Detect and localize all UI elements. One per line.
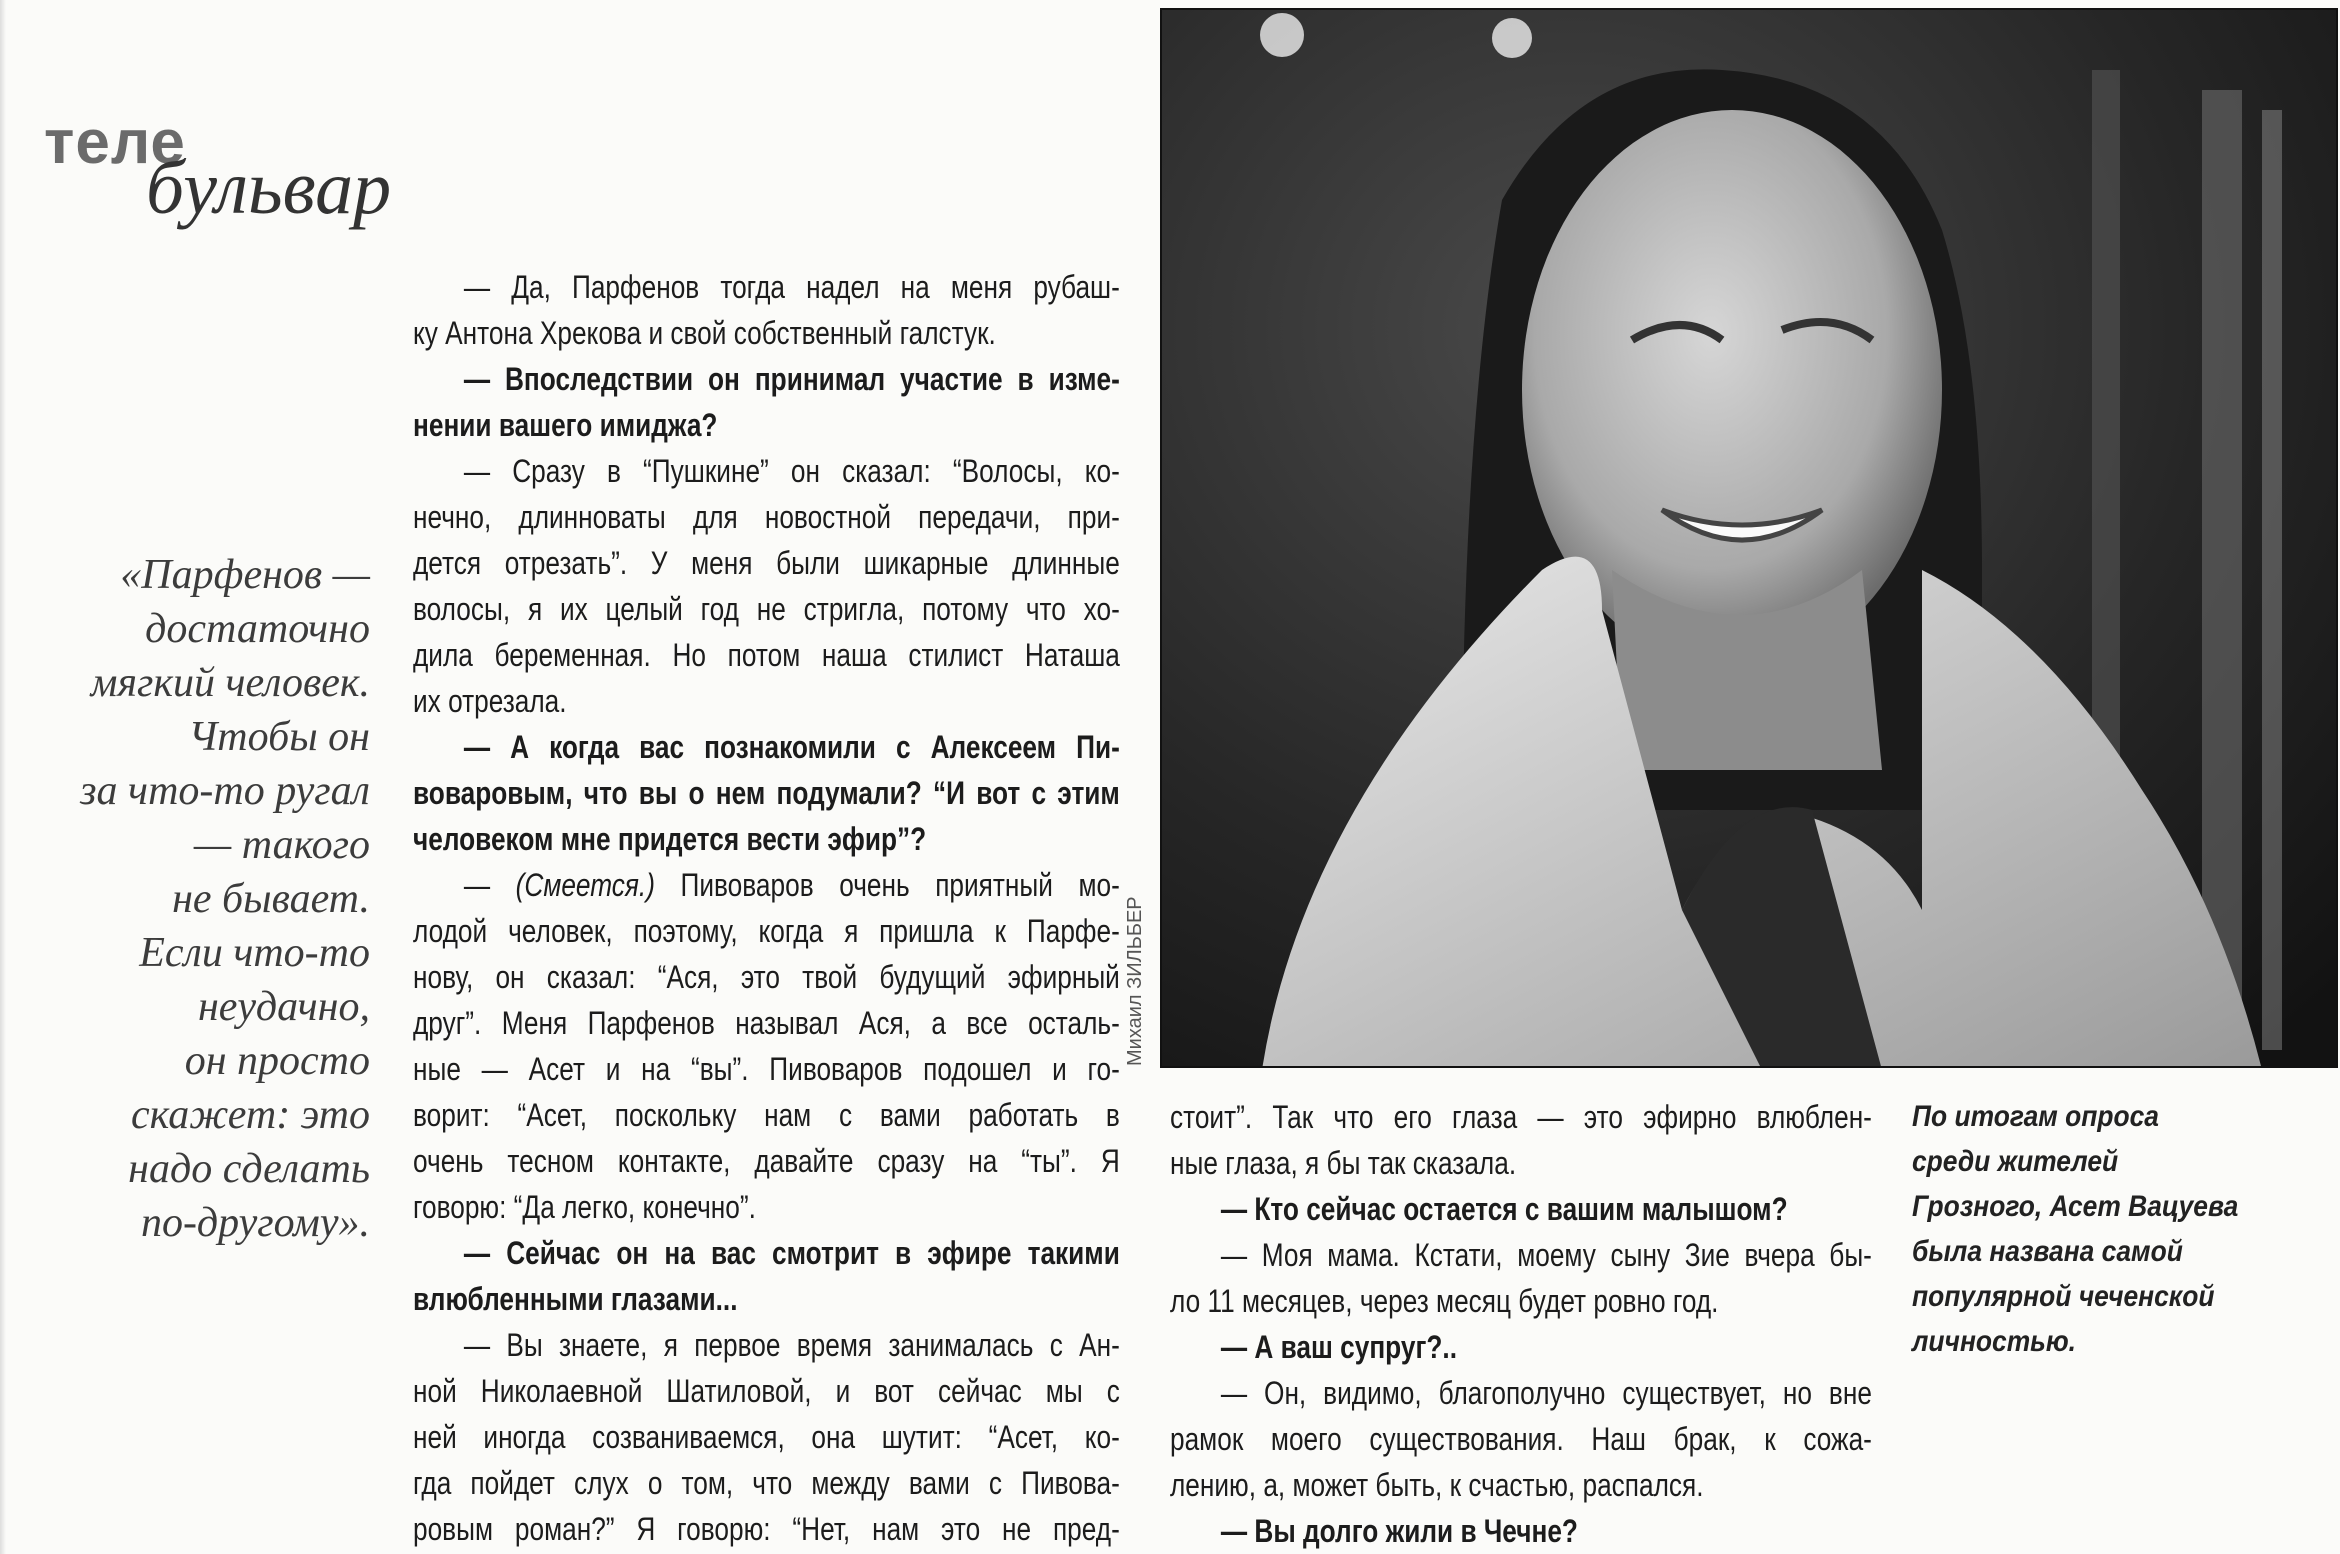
text-line [413,908,1120,954]
answer-text: — Да, Парфенов тогда надел на меня рубаш- [463,269,1120,305]
text-line [1170,1370,1872,1416]
text-line [1170,1186,1872,1232]
answer-text: друг”. Меня Парфенов называл Ася, а все осталь- [413,1005,1120,1041]
answer-text: стоит”. Так что его глаза — это эфирно влюблен- [1170,1099,1872,1135]
text-line [413,1092,1120,1138]
answer-text: ней иногда созваниваемся, она шутит: “Асет, ко- [413,1419,1120,1455]
text-line [413,724,1120,770]
answer-text: говорю: “Да легко, конечно”. [413,1189,756,1225]
article-column-1 [413,264,1120,1552]
answer-text: рамок моего существования. Наш брак, к сожа- [1170,1421,1872,1457]
answer-text: ло 11 месяцев, через месяц будет ровно год. [1170,1283,1719,1319]
question-text: — Впоследствии он принимал участие в изме- [463,361,1120,397]
answer-text: — [463,867,516,903]
scan-edge [0,0,6,1554]
answer-text: ровым роман?” Я говорю: “Нет, нам это не пред- [413,1511,1120,1547]
answer-text: гда пойдет слух о том, что между вами с Пивова- [413,1465,1120,1501]
answer-text: волосы, я их целый год не стригла, потому что хо- [413,591,1120,627]
question-text: — Кто сейчас остается с вашим малышом? [1220,1191,1788,1227]
text-line [413,402,1120,448]
answer-text: дется отрезать”. У меня были шикарные длинные [413,545,1120,581]
question-text: — А ваш супруг?.. [1220,1329,1457,1365]
answer-text: — Вы знаете, я первое время занималась с Ан- [463,1327,1120,1363]
text-line [1170,1416,1872,1462]
text-line [413,1506,1120,1552]
text-line [413,1322,1120,1368]
caption-line: личностью. [1912,1325,2077,1358]
pull-quote-line: он просто [184,1038,370,1084]
answer-text: ные глаза, я бы так сказала. [1170,1145,1517,1181]
text-line [413,586,1120,632]
question-text: влюбленными глазами... [413,1281,738,1317]
pull-quote-line: Чтобы он [188,714,370,760]
text-line [413,448,1120,494]
text-line [413,1184,1120,1230]
italic-remark: (Смеется.) [515,867,655,903]
text-line [413,1000,1120,1046]
text-line [413,678,1120,724]
pull-quote-line: надо сделать [128,1146,370,1192]
text-line [413,1414,1120,1460]
question-text: — Вы долго жили в Чечне? [1220,1513,1578,1549]
question-text: — А когда вас познакомили с Алексеем Пи- [463,729,1120,765]
portrait-image [1162,10,2338,1068]
text-line [413,310,1120,356]
text-line [1170,1094,1872,1140]
text-line [413,356,1120,402]
caption-line: Грозного, Асет Вацуева [1912,1190,2239,1223]
question-text: человеком мне придется вести эфир”? [413,821,927,857]
answer-text: лению, а, может быть, к счастью, распался. [1170,1467,1704,1503]
section-logo-bottom: бульвар [146,146,392,230]
photo-credit: Михаил ЗИЛЬБЕР [1124,896,1146,1066]
text-line [413,1368,1120,1414]
portrait-photo [1160,8,2338,1068]
answer-text: — Он, видимо, благополучно существует, но вне [1220,1375,1872,1411]
answer-text: ворит: “Асет, поскольку нам с вами работать в [413,1097,1120,1133]
text-line [413,1046,1120,1092]
answer-text: очень тесном контакте, давайте сразу на “ты”. Я [413,1143,1120,1179]
caption-line: По итогам опроса [1912,1100,2159,1133]
text-line [413,1276,1120,1322]
text-line [413,632,1120,678]
text-line [1170,1140,1872,1186]
text-line [413,954,1120,1000]
answer-text: нову, он сказал: “Ася, это твой будущий эфирный [413,959,1120,995]
answer-text: лодой человек, поэтому, когда я пришла к Парфе- [413,913,1120,949]
text-line [1170,1324,1872,1370]
text-line [413,816,1120,862]
text-line [1170,1508,1872,1554]
text-line [1170,1278,1872,1324]
text-line [413,862,1120,908]
pull-quote-line: неудачно, [197,984,370,1030]
answer-text: — Сразу в “Пушкине” он сказал: “Волосы, ко- [463,453,1120,489]
article-column-2 [1170,1094,1872,1554]
text-line [413,1460,1120,1506]
question-text: — Сейчас он на вас смотрит в эфире такими [463,1235,1120,1271]
caption-line: среди жителей [1912,1145,2119,1178]
text-line [413,264,1120,310]
text-line [413,540,1120,586]
caption-line: была названа самой [1912,1235,2183,1268]
question-text: воваровым, что вы о нем подумали? “И вот с этим [413,775,1120,811]
pull-quote-line: «Парфенов — [120,552,370,598]
pull-quote-line: по-другому». [140,1200,370,1246]
pull-quote-line: за что-то ругал [80,768,370,814]
text-line [1170,1462,1872,1508]
answer-text: ку Антона Хрекова и свой собственный галстук. [413,315,996,351]
caption-line: популярной чеченской [1912,1280,2215,1313]
pull-quote [80,548,370,1250]
text-line [1170,1232,1872,1278]
section-logo-top: теле [44,108,186,177]
text-line [413,770,1120,816]
answer-text: нечно, длинноваты для новостной передачи, при- [413,499,1120,535]
text-line [413,494,1120,540]
pull-quote-line: скажет: это [131,1092,370,1138]
question-text: нении вашего имиджа? [413,407,718,443]
answer-text: Пивоваров очень приятный мо- [654,867,1120,903]
pull-quote-line: Если что-то [139,930,370,976]
text-line [413,1230,1120,1276]
photo-caption [1912,1094,2238,1364]
text-line [413,1138,1120,1184]
pull-quote-line: не бывает. [172,876,370,922]
answer-text: — Моя мама. Кстати, моему сыну Зие вчера бы- [1220,1237,1872,1273]
answer-text: ной Николаевной Шатиловой, и вот сейчас мы с [413,1373,1120,1409]
answer-text: ные — Асет и на “вы”. Пивоваров подошел и го- [413,1051,1120,1087]
answer-text: их отрезала. [413,683,567,719]
pull-quote-line: — такого [193,822,370,868]
pull-quote-line: мягкий человек. [90,660,370,706]
pull-quote-line: достаточно [145,606,370,652]
answer-text: дила беременная. Но потом наша стилист Наташа [413,637,1120,673]
